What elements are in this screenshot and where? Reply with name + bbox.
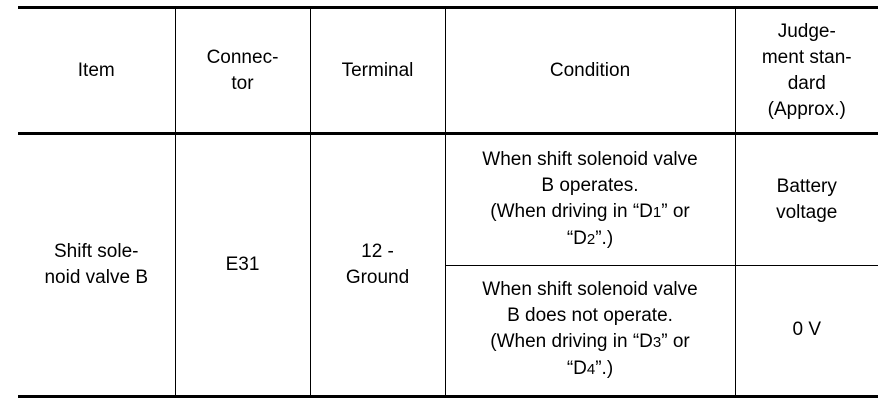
- header-row: [18, 8, 878, 134]
- header-judgement-standard: Judge- ment stan- dard (Approx.): [735, 8, 878, 134]
- condition-operates: When shift solenoid valve B operates. (When driving in “D1” or “D2”.): [445, 134, 735, 266]
- header-condition: Condition: [445, 8, 735, 134]
- header-item: Item: [18, 8, 175, 134]
- condition-does-not-operate: When shift solenoid valve B does not operate. (When driving in “D3” or “D4”.): [445, 265, 735, 397]
- judgement-operates: Battery voltage: [735, 134, 878, 266]
- inspection-table: [18, 6, 878, 398]
- item-cell: Shift sole- noid valve B: [18, 134, 175, 397]
- header-terminal: Terminal: [310, 8, 445, 134]
- connector-cell: E31: [175, 134, 310, 397]
- judgement-does-not-operate: 0 V: [735, 265, 878, 397]
- header-connector: Connec- tor: [175, 8, 310, 134]
- table-row: [18, 134, 878, 266]
- terminal-cell: 12 - Ground: [310, 134, 445, 397]
